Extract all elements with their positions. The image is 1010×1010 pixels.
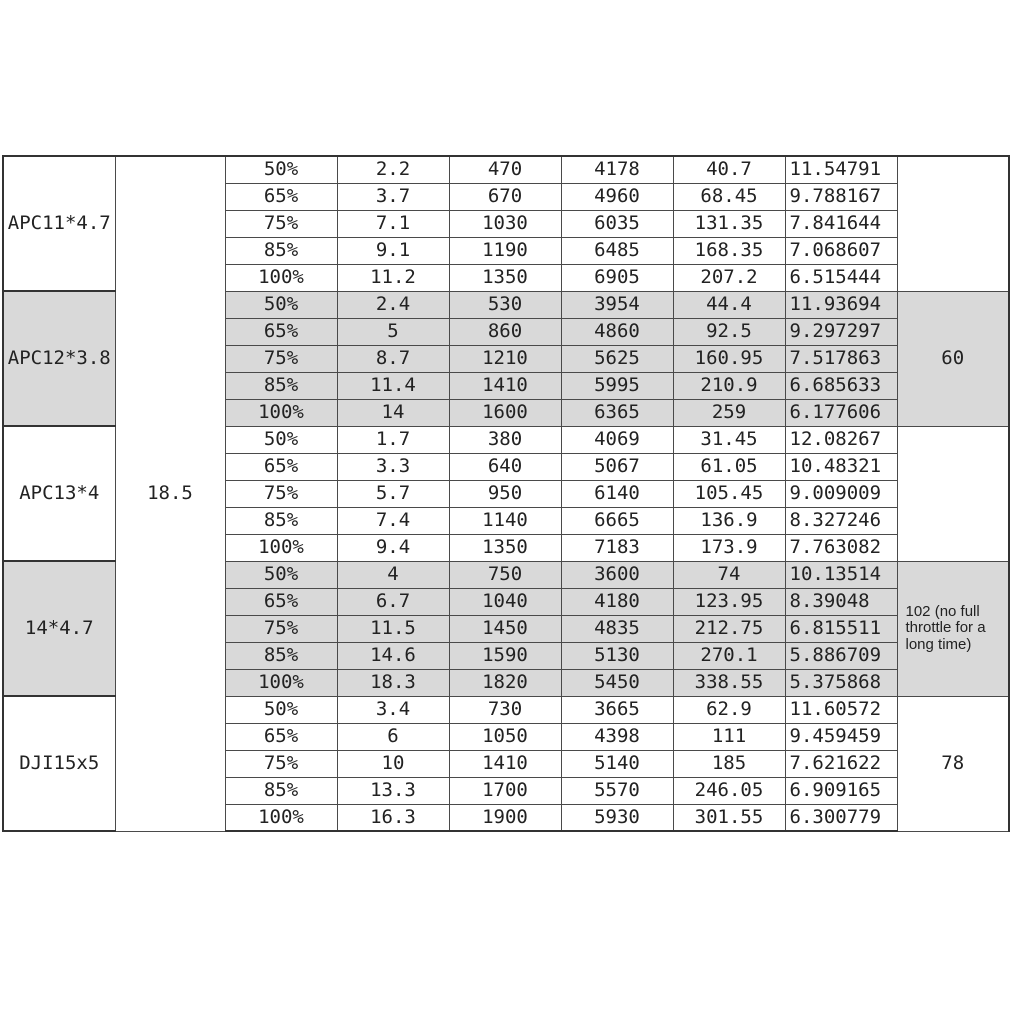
- throttle-cell: 100%: [225, 399, 337, 426]
- throttle-cell: 85%: [225, 237, 337, 264]
- power-cell: 1900: [449, 804, 561, 831]
- efficiency-cell: 10.48321: [785, 453, 897, 480]
- current-cell: 7.1: [337, 210, 449, 237]
- current-cell: 11.2: [337, 264, 449, 291]
- current-cell: 2.4: [337, 291, 449, 318]
- thrust-cell: 212.75: [673, 615, 785, 642]
- current-cell: 18.3: [337, 669, 449, 696]
- throttle-cell: 75%: [225, 615, 337, 642]
- power-cell: 1450: [449, 615, 561, 642]
- current-cell: 3.7: [337, 183, 449, 210]
- temperature-cell: 78: [897, 696, 1009, 831]
- propeller-cell: APC11*4.7: [3, 156, 115, 291]
- efficiency-cell: 12.08267: [785, 426, 897, 453]
- thrust-cell: 31.45: [673, 426, 785, 453]
- temperature-cell: [897, 156, 1009, 291]
- efficiency-cell: 10.13514: [785, 561, 897, 588]
- thrust-cell: 111: [673, 723, 785, 750]
- current-cell: 11.5: [337, 615, 449, 642]
- efficiency-cell: 8.327246: [785, 507, 897, 534]
- rpm-cell: 4398: [561, 723, 673, 750]
- thrust-cell: 301.55: [673, 804, 785, 831]
- throttle-cell: 50%: [225, 156, 337, 183]
- power-cell: 640: [449, 453, 561, 480]
- current-cell: 16.3: [337, 804, 449, 831]
- table-body: [3, 156, 1009, 831]
- current-cell: 8.7: [337, 345, 449, 372]
- thrust-cell: 173.9: [673, 534, 785, 561]
- current-cell: 1.7: [337, 426, 449, 453]
- efficiency-cell: 6.685633: [785, 372, 897, 399]
- thrust-cell: 160.95: [673, 345, 785, 372]
- efficiency-cell: 5.375868: [785, 669, 897, 696]
- throttle-cell: 50%: [225, 561, 337, 588]
- efficiency-cell: 6.515444: [785, 264, 897, 291]
- efficiency-cell: 11.93694: [785, 291, 897, 318]
- propeller-cell: 14*4.7: [3, 561, 115, 696]
- throttle-cell: 100%: [225, 804, 337, 831]
- thrust-cell: 338.55: [673, 669, 785, 696]
- throttle-cell: 65%: [225, 588, 337, 615]
- power-cell: 1030: [449, 210, 561, 237]
- thrust-cell: 92.5: [673, 318, 785, 345]
- rpm-cell: 6365: [561, 399, 673, 426]
- efficiency-cell: 9.297297: [785, 318, 897, 345]
- rpm-cell: 3954: [561, 291, 673, 318]
- thrust-cell: 207.2: [673, 264, 785, 291]
- throttle-cell: 100%: [225, 534, 337, 561]
- throttle-cell: 50%: [225, 426, 337, 453]
- rpm-cell: 3665: [561, 696, 673, 723]
- rpm-cell: 5140: [561, 750, 673, 777]
- efficiency-cell: 7.621622: [785, 750, 897, 777]
- thrust-cell: 168.35: [673, 237, 785, 264]
- thrust-cell: 44.4: [673, 291, 785, 318]
- efficiency-cell: 11.54791: [785, 156, 897, 183]
- efficiency-cell: 9.459459: [785, 723, 897, 750]
- thrust-cell: 210.9: [673, 372, 785, 399]
- rpm-cell: 5130: [561, 642, 673, 669]
- throttle-cell: 65%: [225, 723, 337, 750]
- current-cell: 3.4: [337, 696, 449, 723]
- power-cell: 1190: [449, 237, 561, 264]
- current-cell: 7.4: [337, 507, 449, 534]
- thrust-cell: 131.35: [673, 210, 785, 237]
- current-cell: 14.6: [337, 642, 449, 669]
- rpm-cell: 5625: [561, 345, 673, 372]
- power-cell: 380: [449, 426, 561, 453]
- power-cell: 1600: [449, 399, 561, 426]
- thrust-cell: 68.45: [673, 183, 785, 210]
- throttle-cell: 75%: [225, 480, 337, 507]
- rpm-cell: 6665: [561, 507, 673, 534]
- throttle-cell: 85%: [225, 372, 337, 399]
- current-cell: 3.3: [337, 453, 449, 480]
- voltage-cell: 18.5: [115, 156, 225, 831]
- rpm-cell: 7183: [561, 534, 673, 561]
- rpm-cell: 6140: [561, 480, 673, 507]
- thrust-cell: 74: [673, 561, 785, 588]
- efficiency-cell: 6.177606: [785, 399, 897, 426]
- thrust-cell: 246.05: [673, 777, 785, 804]
- efficiency-cell: 9.009009: [785, 480, 897, 507]
- rpm-cell: 4835: [561, 615, 673, 642]
- temperature-cell: 60: [897, 291, 1009, 426]
- rpm-cell: 5067: [561, 453, 673, 480]
- rpm-cell: 6035: [561, 210, 673, 237]
- current-cell: 2.2: [337, 156, 449, 183]
- throttle-cell: 75%: [225, 345, 337, 372]
- throttle-cell: 65%: [225, 183, 337, 210]
- current-cell: 6.7: [337, 588, 449, 615]
- efficiency-cell: 6.300779: [785, 804, 897, 831]
- current-cell: 9.4: [337, 534, 449, 561]
- power-cell: 1700: [449, 777, 561, 804]
- power-cell: 1350: [449, 534, 561, 561]
- efficiency-cell: 5.886709: [785, 642, 897, 669]
- temperature-cell: 102 (no full throttle for a long time): [897, 561, 1009, 696]
- rpm-cell: 5995: [561, 372, 673, 399]
- rpm-cell: 5450: [561, 669, 673, 696]
- rpm-cell: 4178: [561, 156, 673, 183]
- current-cell: 5.7: [337, 480, 449, 507]
- power-cell: 470: [449, 156, 561, 183]
- efficiency-cell: 6.909165: [785, 777, 897, 804]
- rpm-cell: 5930: [561, 804, 673, 831]
- thrust-cell: 136.9: [673, 507, 785, 534]
- rpm-cell: 5570: [561, 777, 673, 804]
- current-cell: 14: [337, 399, 449, 426]
- power-cell: 670: [449, 183, 561, 210]
- efficiency-cell: 8.39048: [785, 588, 897, 615]
- rpm-cell: 4180: [561, 588, 673, 615]
- power-cell: 1820: [449, 669, 561, 696]
- thrust-cell: 123.95: [673, 588, 785, 615]
- power-cell: 1410: [449, 372, 561, 399]
- throttle-cell: 100%: [225, 264, 337, 291]
- power-cell: 750: [449, 561, 561, 588]
- efficiency-cell: 7.517863: [785, 345, 897, 372]
- thrust-cell: 105.45: [673, 480, 785, 507]
- propeller-cell: DJI15x5: [3, 696, 115, 831]
- efficiency-cell: 7.068607: [785, 237, 897, 264]
- throttle-cell: 65%: [225, 318, 337, 345]
- thrust-cell: 40.7: [673, 156, 785, 183]
- power-cell: 1410: [449, 750, 561, 777]
- thrust-cell: 185: [673, 750, 785, 777]
- current-cell: 5: [337, 318, 449, 345]
- efficiency-cell: 9.788167: [785, 183, 897, 210]
- current-cell: 13.3: [337, 777, 449, 804]
- power-cell: 1350: [449, 264, 561, 291]
- current-cell: 4: [337, 561, 449, 588]
- rpm-cell: 4860: [561, 318, 673, 345]
- efficiency-cell: 11.60572: [785, 696, 897, 723]
- motor-prop-test-table: [2, 155, 1010, 832]
- throttle-cell: 75%: [225, 210, 337, 237]
- efficiency-cell: 7.763082: [785, 534, 897, 561]
- power-cell: 1210: [449, 345, 561, 372]
- rpm-cell: 4069: [561, 426, 673, 453]
- throttle-cell: 65%: [225, 453, 337, 480]
- rpm-cell: 6485: [561, 237, 673, 264]
- efficiency-cell: 6.815511: [785, 615, 897, 642]
- throttle-cell: 50%: [225, 291, 337, 318]
- throttle-cell: 85%: [225, 507, 337, 534]
- thrust-cell: 62.9: [673, 696, 785, 723]
- throttle-cell: 85%: [225, 642, 337, 669]
- temperature-cell: [897, 426, 1009, 561]
- current-cell: 10: [337, 750, 449, 777]
- throttle-cell: 75%: [225, 750, 337, 777]
- throttle-cell: 50%: [225, 696, 337, 723]
- rpm-cell: 3600: [561, 561, 673, 588]
- power-cell: 530: [449, 291, 561, 318]
- throttle-cell: 85%: [225, 777, 337, 804]
- current-cell: 9.1: [337, 237, 449, 264]
- power-cell: 950: [449, 480, 561, 507]
- rpm-cell: 6905: [561, 264, 673, 291]
- rpm-cell: 4960: [561, 183, 673, 210]
- current-cell: 6: [337, 723, 449, 750]
- motor-prop-test-table-container: [2, 155, 1010, 832]
- power-cell: 730: [449, 696, 561, 723]
- thrust-cell: 270.1: [673, 642, 785, 669]
- power-cell: 860: [449, 318, 561, 345]
- current-cell: 11.4: [337, 372, 449, 399]
- thrust-cell: 61.05: [673, 453, 785, 480]
- power-cell: 1590: [449, 642, 561, 669]
- efficiency-cell: 7.841644: [785, 210, 897, 237]
- thrust-cell: 259: [673, 399, 785, 426]
- power-cell: 1140: [449, 507, 561, 534]
- propeller-cell: APC13*4: [3, 426, 115, 561]
- table-row: [3, 156, 1009, 183]
- power-cell: 1050: [449, 723, 561, 750]
- propeller-cell: APC12*3.8: [3, 291, 115, 426]
- throttle-cell: 100%: [225, 669, 337, 696]
- power-cell: 1040: [449, 588, 561, 615]
